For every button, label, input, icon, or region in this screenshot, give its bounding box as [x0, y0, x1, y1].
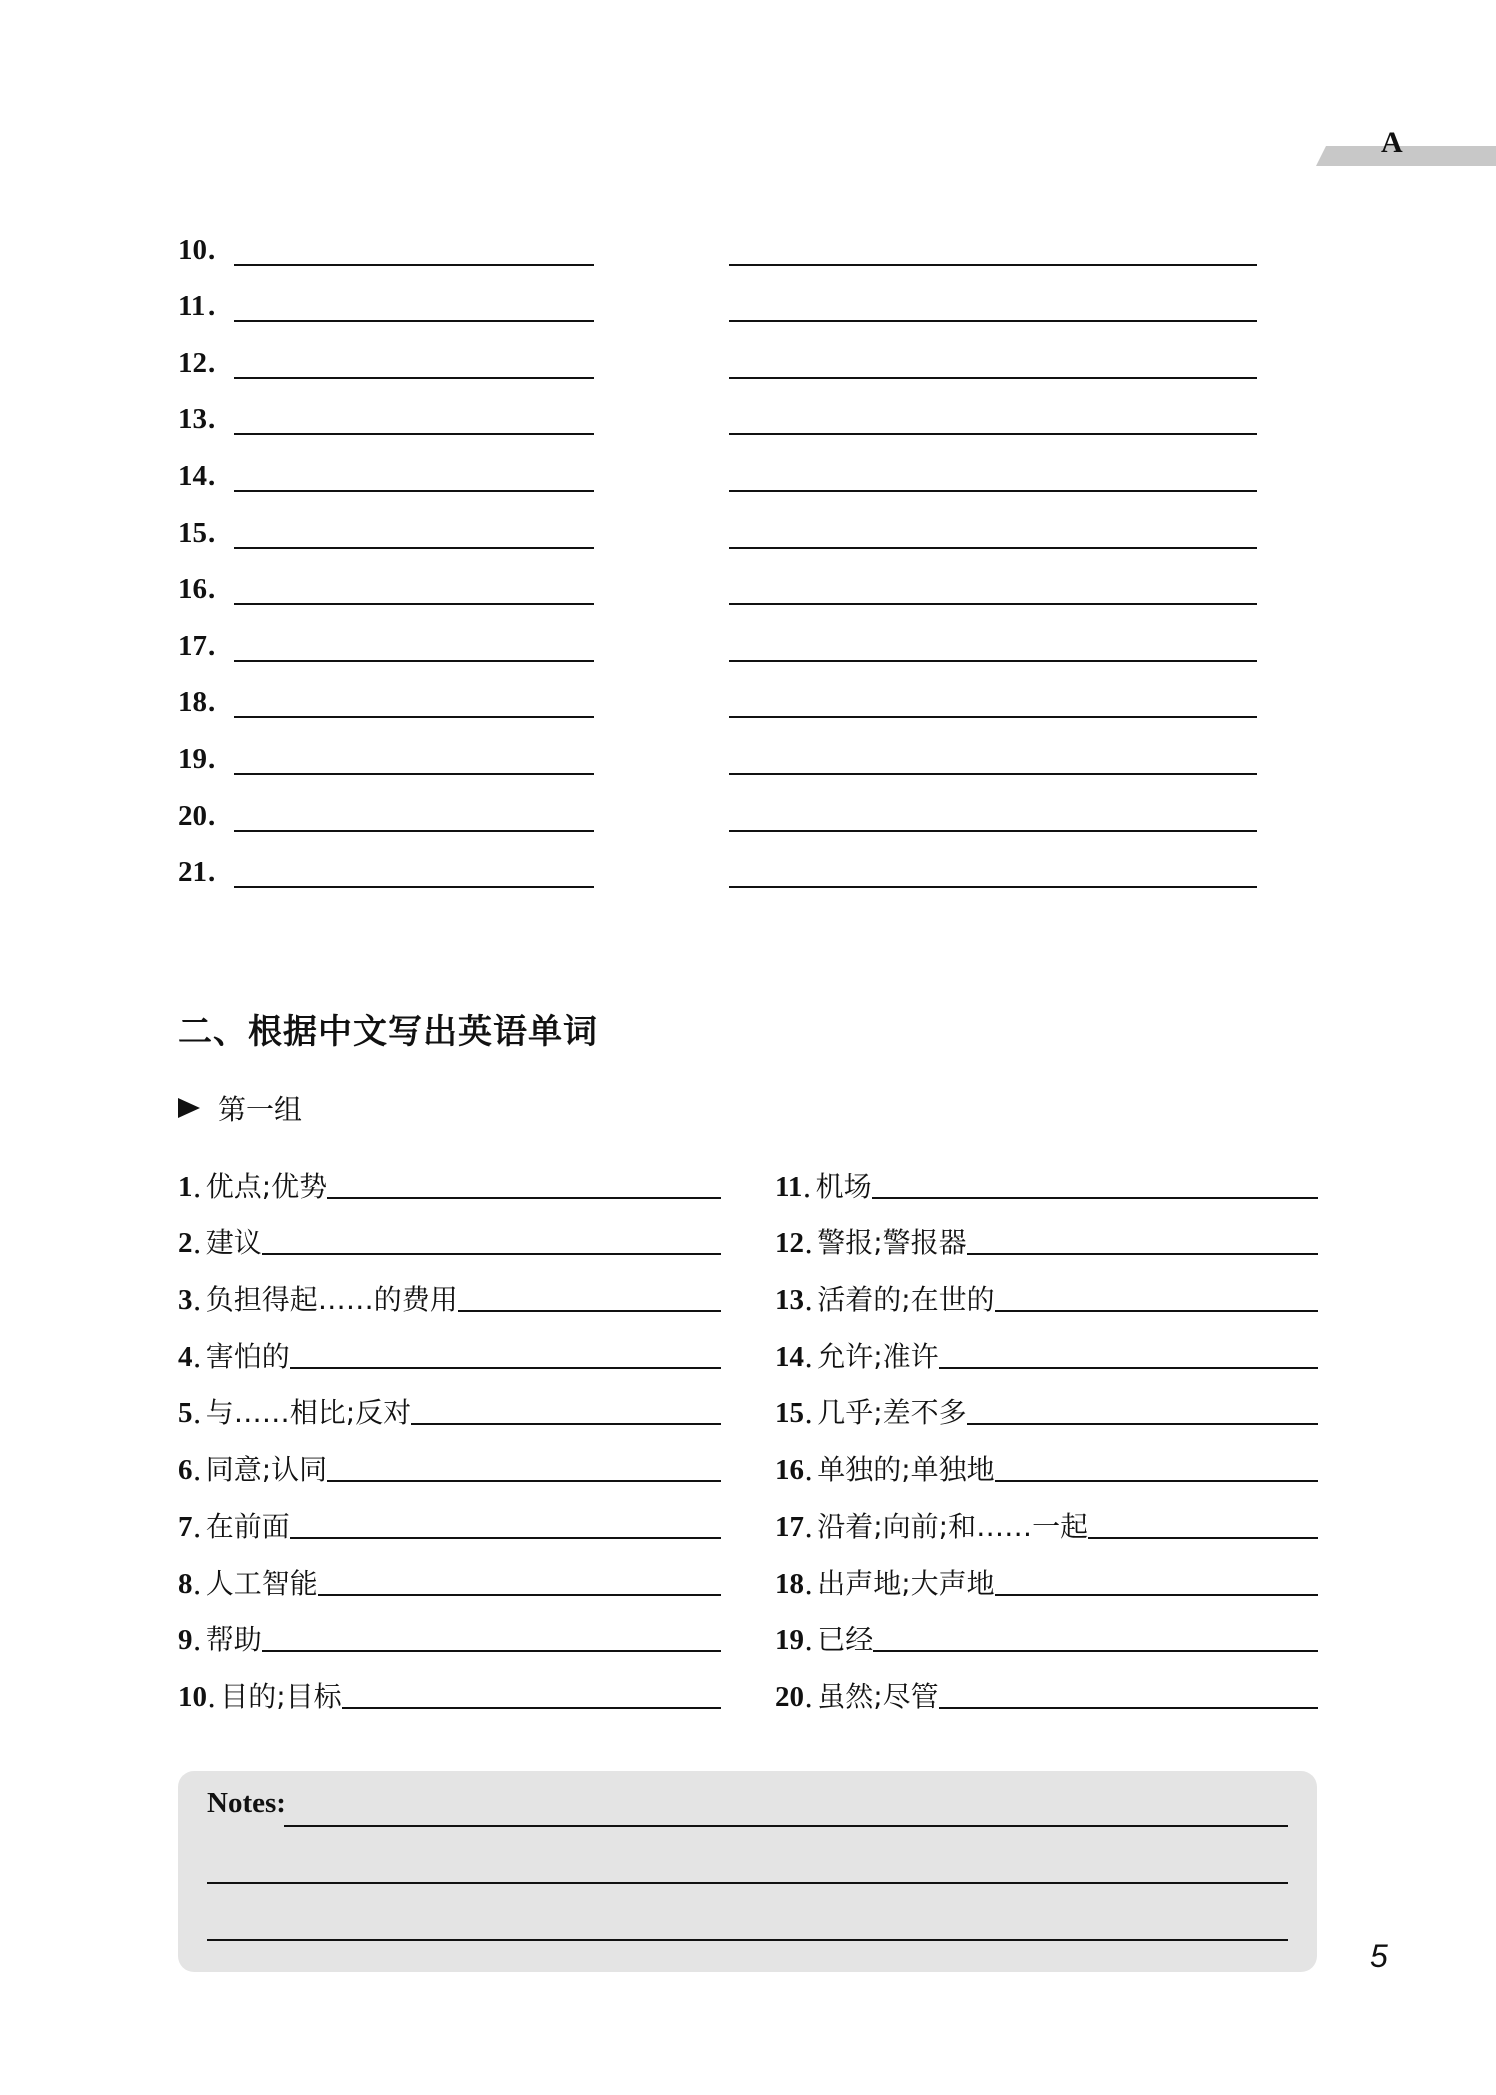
answer-blank-1[interactable] [234, 264, 594, 266]
item-dot: . [192, 1566, 202, 1601]
item-prompt: 帮助 [205, 1623, 262, 1657]
item-number: 11 [775, 1170, 803, 1203]
answer-blank-2[interactable] [729, 660, 1257, 662]
answer-blank-1[interactable] [234, 433, 594, 435]
item-dot: . [802, 1169, 812, 1204]
answer-blank-2[interactable] [729, 264, 1257, 266]
answer-blank-1[interactable] [234, 660, 594, 662]
item-dot: . [804, 1339, 814, 1374]
row-number: 20 [178, 799, 207, 832]
answer-blank-1[interactable] [234, 547, 594, 549]
item-number: 2 [178, 1227, 193, 1260]
row-number: 21 [178, 856, 207, 889]
item-number: 19 [775, 1624, 804, 1657]
answer-blank[interactable] [411, 1423, 721, 1425]
item-number: 17 [775, 1510, 804, 1543]
notes-line[interactable] [207, 1882, 1288, 1884]
blank-row [178, 392, 1278, 449]
item-dot: . [192, 1226, 202, 1261]
answer-blank-1[interactable] [234, 830, 594, 832]
vocab-item [775, 1604, 1318, 1661]
vocab-item [775, 1320, 1318, 1377]
row-number: 16 [178, 573, 207, 606]
row-number: 14 [178, 459, 207, 492]
item-prompt: 单独的;单独地 [817, 1453, 995, 1487]
row-dot: . [208, 459, 216, 492]
item-dot: . [804, 1623, 814, 1658]
answer-blank-1[interactable] [234, 603, 594, 605]
item-number: 14 [775, 1340, 804, 1373]
item-dot: . [192, 1283, 202, 1318]
answer-blank-1[interactable] [234, 716, 594, 718]
row-dot: . [208, 346, 216, 379]
answer-blank[interactable] [995, 1310, 1318, 1312]
item-prompt: 虽然;尽管 [817, 1679, 939, 1713]
item-dot: . [207, 1679, 217, 1714]
item-prompt: 优点;优势 [205, 1169, 328, 1203]
answer-blank[interactable] [995, 1594, 1318, 1596]
vocab-item [775, 1547, 1318, 1604]
item-prompt: 机场 [815, 1169, 872, 1203]
notes-label: Notes: [207, 1787, 286, 1819]
group-title [178, 1088, 302, 1128]
item-prompt: 目的;目标 [220, 1679, 342, 1713]
row-dot: . [208, 742, 216, 775]
blank-row [178, 675, 1278, 732]
item-dot: . [804, 1679, 814, 1714]
blank-row [178, 562, 1278, 619]
vocab-item [775, 1207, 1318, 1264]
item-number: 5 [178, 1397, 193, 1430]
vocab-item [178, 1150, 721, 1207]
answer-blank[interactable] [290, 1537, 721, 1539]
vocab-column-right [775, 1150, 1318, 1717]
item-number: 16 [775, 1454, 804, 1487]
answer-blank-1[interactable] [234, 377, 594, 379]
item-dot: . [804, 1396, 814, 1431]
row-dot: . [208, 233, 216, 266]
item-number: 20 [775, 1680, 804, 1713]
answer-blank-1[interactable] [234, 490, 594, 492]
vocab-item [178, 1490, 721, 1547]
row-number: 10 [178, 233, 207, 266]
item-number: 15 [775, 1397, 804, 1430]
answer-blank[interactable] [967, 1423, 1318, 1425]
answer-blank-1[interactable] [234, 886, 594, 888]
row-dot: . [208, 290, 216, 323]
item-prompt: 出声地;大声地 [817, 1566, 995, 1600]
section-tab-letter: A [1381, 126, 1403, 159]
item-dot: . [804, 1566, 814, 1601]
answer-blank-2[interactable] [729, 773, 1257, 775]
vocab-item [775, 1490, 1318, 1547]
answer-blank-1[interactable] [234, 773, 594, 775]
blank-row [178, 222, 1278, 279]
item-dot: . [804, 1509, 814, 1544]
blank-row [178, 505, 1278, 562]
answer-blank-2[interactable] [729, 547, 1257, 549]
answer-blank[interactable] [872, 1197, 1318, 1199]
answer-blank[interactable] [939, 1707, 1318, 1709]
item-number: 7 [178, 1510, 193, 1543]
item-dot: . [804, 1226, 814, 1261]
answer-blank[interactable] [458, 1310, 721, 1312]
item-prompt: 几乎;差不多 [817, 1396, 967, 1430]
item-prompt: 活着的;在世的 [817, 1283, 995, 1317]
item-dot: . [804, 1283, 814, 1318]
row-number: 17 [178, 629, 207, 662]
vocab-column-left [178, 1150, 721, 1717]
item-dot: . [192, 1509, 202, 1544]
row-dot: . [208, 573, 216, 606]
notes-line[interactable] [284, 1825, 1288, 1827]
row-dot: . [208, 799, 216, 832]
vocab-item [775, 1660, 1318, 1717]
row-number: 15 [178, 516, 207, 549]
answer-blank-2[interactable] [729, 886, 1257, 888]
page-number: 5 [1370, 1938, 1388, 1974]
row-dot: . [208, 856, 216, 889]
item-dot: . [192, 1396, 202, 1431]
item-prompt: 已经 [817, 1623, 874, 1657]
blank-row [178, 845, 1278, 902]
answer-blank[interactable] [1088, 1537, 1318, 1539]
answer-blank[interactable] [318, 1594, 721, 1596]
row-number: 19 [178, 742, 207, 775]
row-number: 11 [178, 290, 206, 323]
vocab-item [775, 1263, 1318, 1320]
item-dot: . [804, 1453, 814, 1488]
item-prompt: 人工智能 [205, 1566, 318, 1600]
answer-blank-2[interactable] [729, 603, 1257, 605]
notes-line[interactable] [207, 1939, 1288, 1941]
item-prompt: 在前面 [205, 1509, 290, 1543]
item-prompt: 害怕的 [205, 1339, 290, 1373]
answer-blank-2[interactable] [729, 433, 1257, 435]
blank-row [178, 448, 1278, 505]
item-dot: . [192, 1169, 202, 1204]
answer-blank-2[interactable] [729, 490, 1257, 492]
item-prompt: 负担得起……的费用 [205, 1283, 458, 1317]
vocab-item [775, 1433, 1318, 1490]
vocab-item [178, 1660, 721, 1717]
item-prompt: 建议 [205, 1226, 262, 1260]
item-number: 9 [178, 1624, 193, 1657]
vocab-item [178, 1433, 721, 1490]
answer-blank-2[interactable] [729, 320, 1257, 322]
row-number: 12 [178, 346, 207, 379]
item-number: 6 [178, 1454, 193, 1487]
row-dot: . [208, 403, 216, 436]
arrow-bullet-icon [178, 1098, 200, 1118]
answer-blank-2[interactable] [729, 716, 1257, 718]
answer-blank[interactable] [873, 1650, 1318, 1652]
row-dot: . [208, 516, 216, 549]
item-number: 13 [775, 1284, 804, 1317]
row-dot: . [208, 629, 216, 662]
item-prompt: 允许;准许 [817, 1339, 939, 1373]
item-dot: . [192, 1623, 202, 1658]
row-number: 13 [178, 403, 207, 436]
blank-row [178, 788, 1278, 845]
row-number: 18 [178, 686, 207, 719]
vocab-item [178, 1547, 721, 1604]
notes-box [178, 1771, 1317, 1972]
answer-blank[interactable] [327, 1480, 721, 1482]
item-number: 12 [775, 1227, 804, 1260]
answer-blank-1[interactable] [234, 320, 594, 322]
answer-blank[interactable] [262, 1253, 721, 1255]
item-prompt: 同意;认同 [205, 1453, 328, 1487]
answer-blank-rows [178, 222, 1278, 901]
vocab-item [178, 1604, 721, 1661]
item-number: 4 [178, 1340, 193, 1373]
vocab-item [775, 1150, 1318, 1207]
item-dot: . [192, 1453, 202, 1488]
answer-blank-2[interactable] [729, 830, 1257, 832]
item-number: 10 [178, 1680, 207, 1713]
blank-row [178, 731, 1278, 788]
answer-blank[interactable] [995, 1480, 1318, 1482]
item-prompt: 与……相比;反对 [205, 1396, 412, 1430]
answer-blank[interactable] [342, 1707, 721, 1709]
vocab-item [775, 1377, 1318, 1434]
answer-blank[interactable] [967, 1253, 1318, 1255]
item-prompt: 沿着;向前;和……一起 [817, 1509, 1089, 1543]
answer-blank-2[interactable] [729, 377, 1257, 379]
vocab-item [178, 1377, 721, 1434]
item-prompt: 警报;警报器 [817, 1226, 967, 1260]
section-tab [1316, 146, 1496, 166]
section-heading: 二、根据中文写出英语单词 [178, 1012, 598, 1052]
item-number: 8 [178, 1567, 193, 1600]
blank-row [178, 335, 1278, 392]
answer-blank[interactable] [262, 1650, 721, 1652]
item-dot: . [192, 1339, 202, 1374]
answer-blank[interactable] [290, 1367, 721, 1369]
row-dot: . [208, 686, 216, 719]
blank-row [178, 618, 1278, 675]
answer-blank[interactable] [939, 1367, 1318, 1369]
item-number: 18 [775, 1567, 804, 1600]
vocab-item [178, 1320, 721, 1377]
vocab-item [178, 1263, 721, 1320]
item-number: 1 [178, 1170, 193, 1203]
answer-blank[interactable] [327, 1197, 721, 1199]
item-number: 3 [178, 1284, 193, 1317]
group-title-text: 第一组 [218, 1093, 303, 1126]
vocab-item [178, 1207, 721, 1264]
blank-row [178, 279, 1278, 336]
